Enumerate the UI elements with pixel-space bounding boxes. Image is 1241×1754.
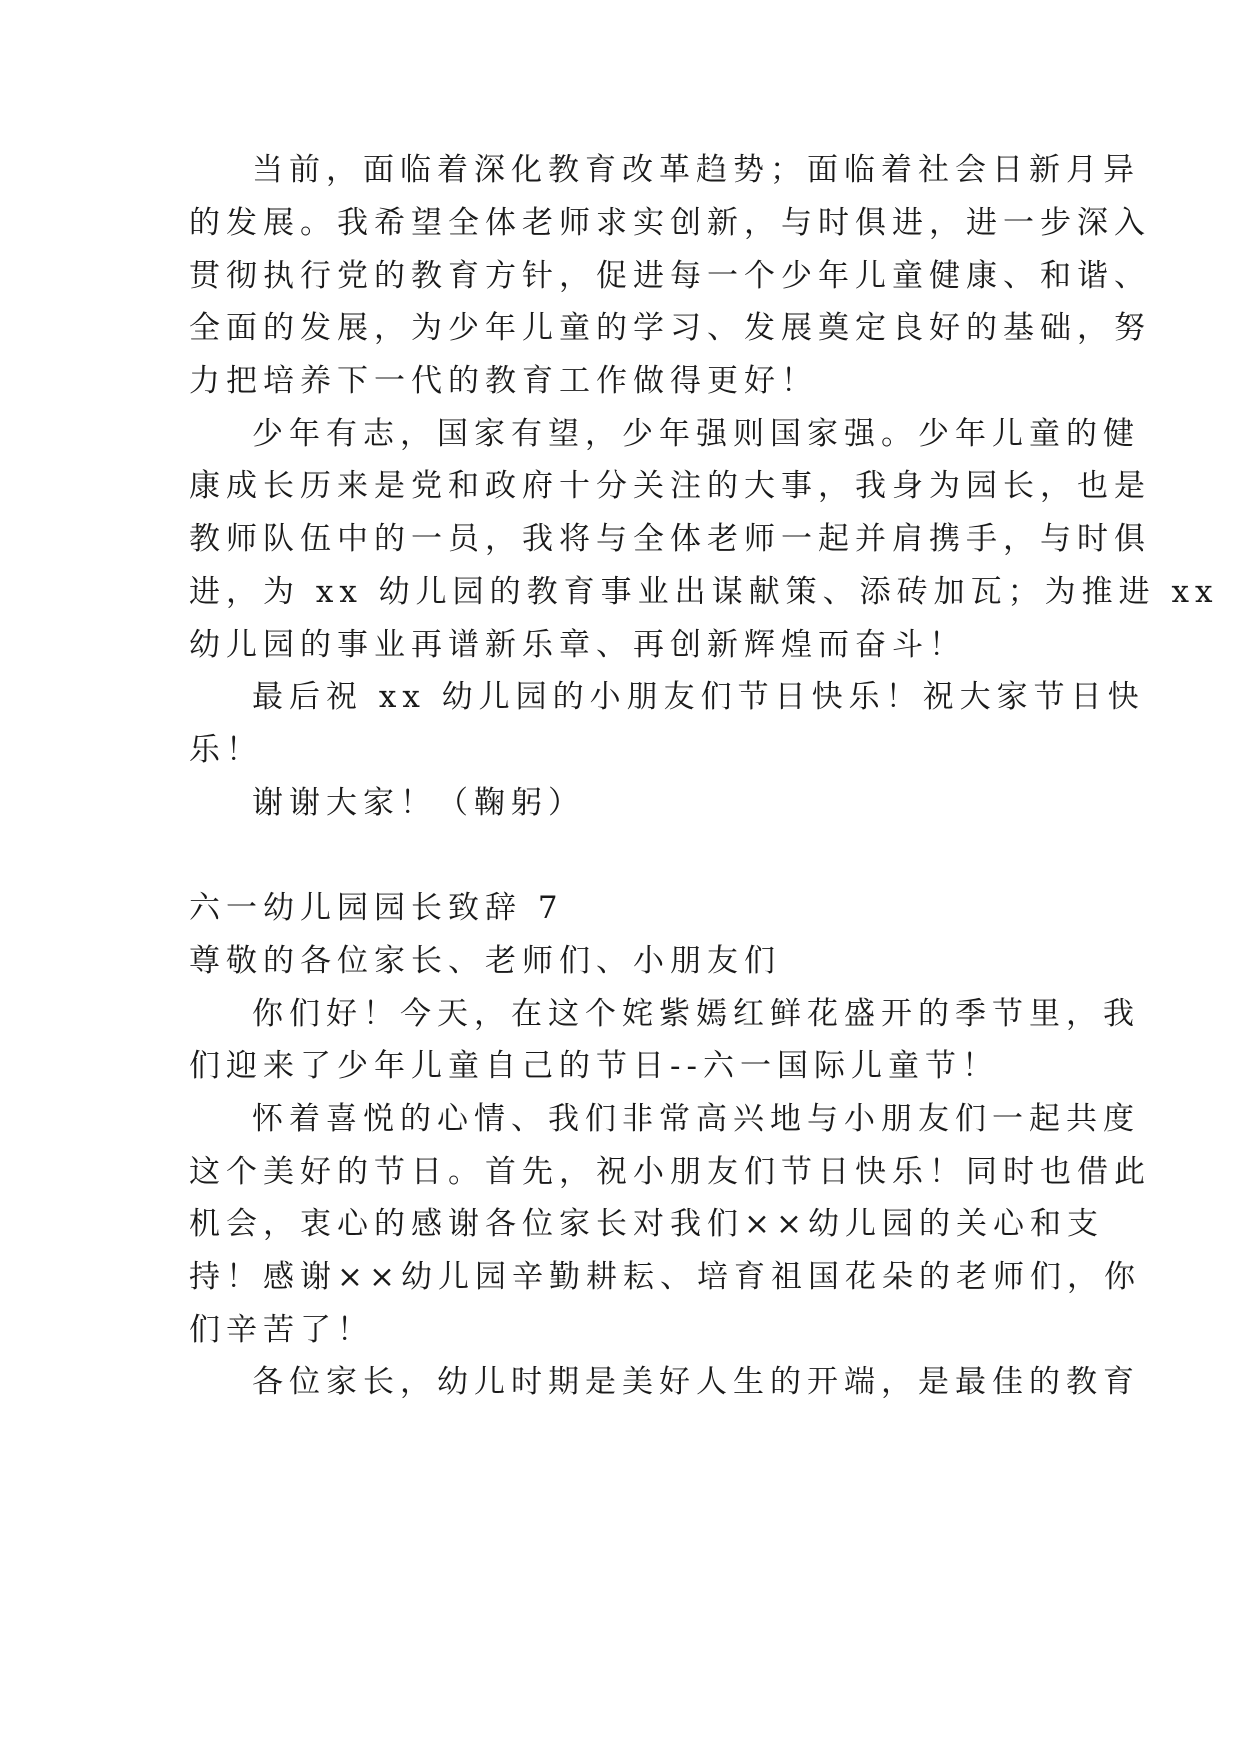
paragraph-6-line-3: 机会，衷心的感谢各位家长对我们××幼儿园的关心和支 <box>189 1206 1104 1242</box>
paragraph-3-line-1: 最后祝 xx 幼儿园的小朋友们节日快乐！祝大家节日快 <box>252 679 1145 715</box>
paragraph-1-line-5: 力把培养下一代的教育工作做得更好！ <box>189 363 818 399</box>
salutation: 尊敬的各位家长、老师们、小朋友们 <box>189 943 781 979</box>
paragraph-2-line-1: 少年有志，国家有望，少年强则国家强。少年儿童的健 <box>252 416 1140 452</box>
paragraph-5-line-2: 们迎来了少年儿童自己的节日--六一国际儿童节！ <box>189 1048 999 1084</box>
paragraph-6-line-2: 这个美好的节日。首先，祝小朋友们节日快乐！同时也借此 <box>189 1154 1151 1190</box>
paragraph-6-line-5: 们辛苦了！ <box>189 1312 374 1348</box>
paragraph-1-line-2: 的发展。我希望全体老师求实创新，与时俱进，进一步深入 <box>189 205 1151 241</box>
section-title: 六一幼儿园园长致辞 7 <box>189 890 564 926</box>
paragraph-6-line-1: 怀着喜悦的心情、我们非常高兴地与小朋友们一起共度 <box>252 1101 1140 1137</box>
paragraph-4-line-1: 谢谢大家！（鞠躬） <box>252 785 585 821</box>
paragraph-5-line-1: 你们好！今天，在这个姹紫嫣红鲜花盛开的季节里，我 <box>252 996 1140 1032</box>
paragraph-2-line-5: 幼儿园的事业再谱新乐章、再创新辉煌而奋斗！ <box>189 627 966 663</box>
paragraph-7-line-1: 各位家长，幼儿时期是美好人生的开端，是最佳的教育 <box>252 1364 1140 1400</box>
paragraph-2-line-3: 教师队伍中的一员，我将与全体老师一起并肩携手，与时俱 <box>189 521 1151 557</box>
paragraph-3-line-2: 乐！ <box>189 732 263 768</box>
paragraph-1-line-3: 贯彻执行党的教育方针，促进每一个少年儿童健康、和谐、 <box>189 258 1151 294</box>
paragraph-1-line-4: 全面的发展，为少年儿童的学习、发展奠定良好的基础，努 <box>189 310 1151 346</box>
paragraph-6-line-4: 持！感谢××幼儿园辛勤耕耘、培育祖国花朵的老师们，你 <box>189 1259 1141 1295</box>
paragraph-2-line-2: 康成长历来是党和政府十分关注的大事，我身为园长，也是 <box>189 468 1151 504</box>
paragraph-2-line-4: 进，为 xx 幼儿园的教育事业出谋献策、添砖加瓦；为推进 xx <box>189 574 1219 610</box>
paragraph-1-line-1: 当前，面临着深化教育改革趋势；面临着社会日新月异 <box>252 152 1140 188</box>
